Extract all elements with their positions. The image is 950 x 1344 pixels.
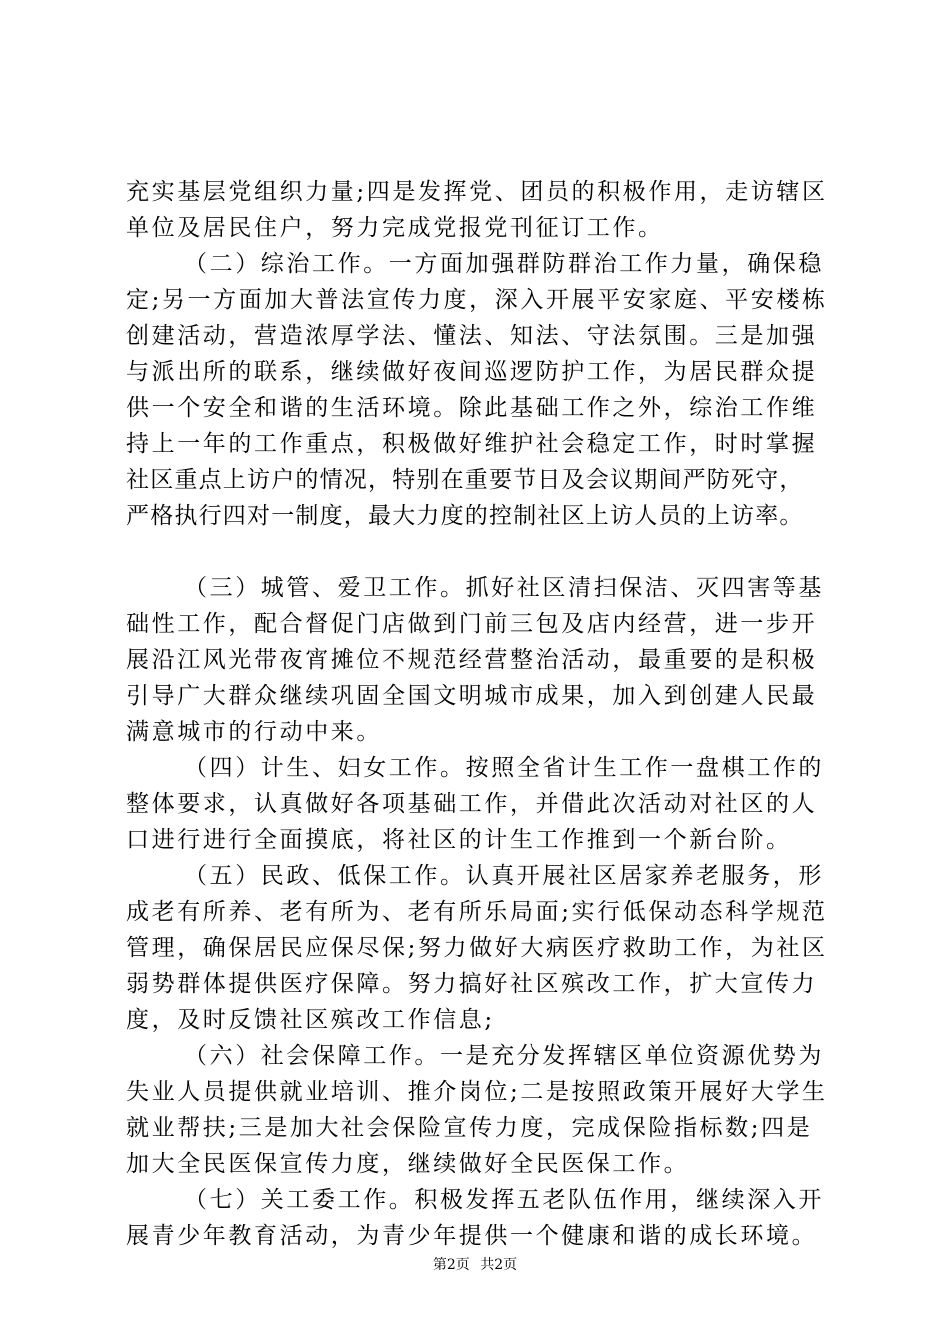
text-line: 与派出所的联系，继续做好夜间巡逻防护工作，为居民群众提 [126,359,818,385]
section-heading-line: （四）计生、妇女工作。按照全省计生工作一盘棋工作的 [184,755,824,781]
section-heading-line: （六）社会保障工作。一是充分发挥辖区单位资源优势为 [184,1043,824,1069]
text-line: 加大全民医保宣传力度，继续做好全民医保工作。 [126,1151,690,1177]
text-line: 就业帮扶;三是加大社会保险宣传力度，完成保险指标数;四是 [126,1115,813,1141]
text-line: 础性工作，配合督促门店做到门前三包及店内经营，进一步开 [126,611,818,637]
text-line: 展沿江风光带夜宵摊位不规范经营整治活动，最重要的是积极 [126,647,818,673]
section-heading-line: （二）综治工作。一方面加强群防群治工作力量，确保稳 [184,251,824,277]
total-pages: 共2页 [480,1257,518,1273]
text-line: 引导广大群众继续巩固全国文明城市成果，加入到创建人民最 [126,683,818,709]
text-line: 失业人员提供就业培训、推介岗位;二是按照政策开展好大学生 [126,1079,828,1105]
text-line: 度，及时反馈社区殡改工作信息; [126,1007,495,1033]
section-heading-line: （五）民政、低保工作。认真开展社区居家养老服务，形 [184,863,824,889]
text-line: 供一个安全和谐的生活环境。除此基础工作之外，综治工作维 [126,395,818,421]
text-line: 持上一年的工作重点，积极做好维护社会稳定工作，时时掌握 [126,431,818,457]
text-line: 单位及居民住户，努力完成党报党刊征订工作。 [126,215,664,241]
text-line: 整体要求，认真做好各项基础工作，并借此次活动对社区的人 [126,791,818,817]
text-line: 展青少年教育活动，为青少年提供一个健康和谐的成长环境。 [126,1223,818,1249]
text-line: 满意城市的行动中来。 [126,719,382,745]
section-heading-line: （三）城管、爱卫工作。抓好社区清扫保洁、灭四害等基 [184,575,824,601]
page-footer [0,1255,950,1275]
text-line: 定;另一方面加大普法宣传力度，深入开展平安家庭、平安楼栋 [126,287,828,313]
text-line: 管理，确保居民应保尽保;努力做好大病医疗救助工作，为社区 [126,935,828,961]
paragraph-gap [126,534,838,570]
text-line: 创建活动，营造浓厚学法、懂法、知法、守法氛围。三是加强 [126,323,818,349]
text-line: 严格执行四对一制度，最大力度的控制社区上访人员的上访率。 [126,503,804,529]
text-line: 社区重点上访户的情况，特别在重要节日及会议期间严防死守， [126,467,804,493]
text-line: 充实基层党组织力量;四是发挥党、团员的积极作用，走访辖区 [126,179,828,205]
page-number: 第2页 [432,1257,470,1273]
text-line: 口进行进行全面摸底，将社区的计生工作推到一个新台阶。 [126,827,792,853]
text-line: 弱势群体提供医疗保障。努力搞好社区殡改工作，扩大宣传力 [126,971,818,997]
section-heading-line: （七）关工委工作。积极发挥五老队伍作用，继续深入开 [184,1187,824,1213]
text-line: 成老有所养、老有所为、老有所乐局面;实行低保动态科学规范 [126,899,828,925]
document-body [126,174,838,1254]
